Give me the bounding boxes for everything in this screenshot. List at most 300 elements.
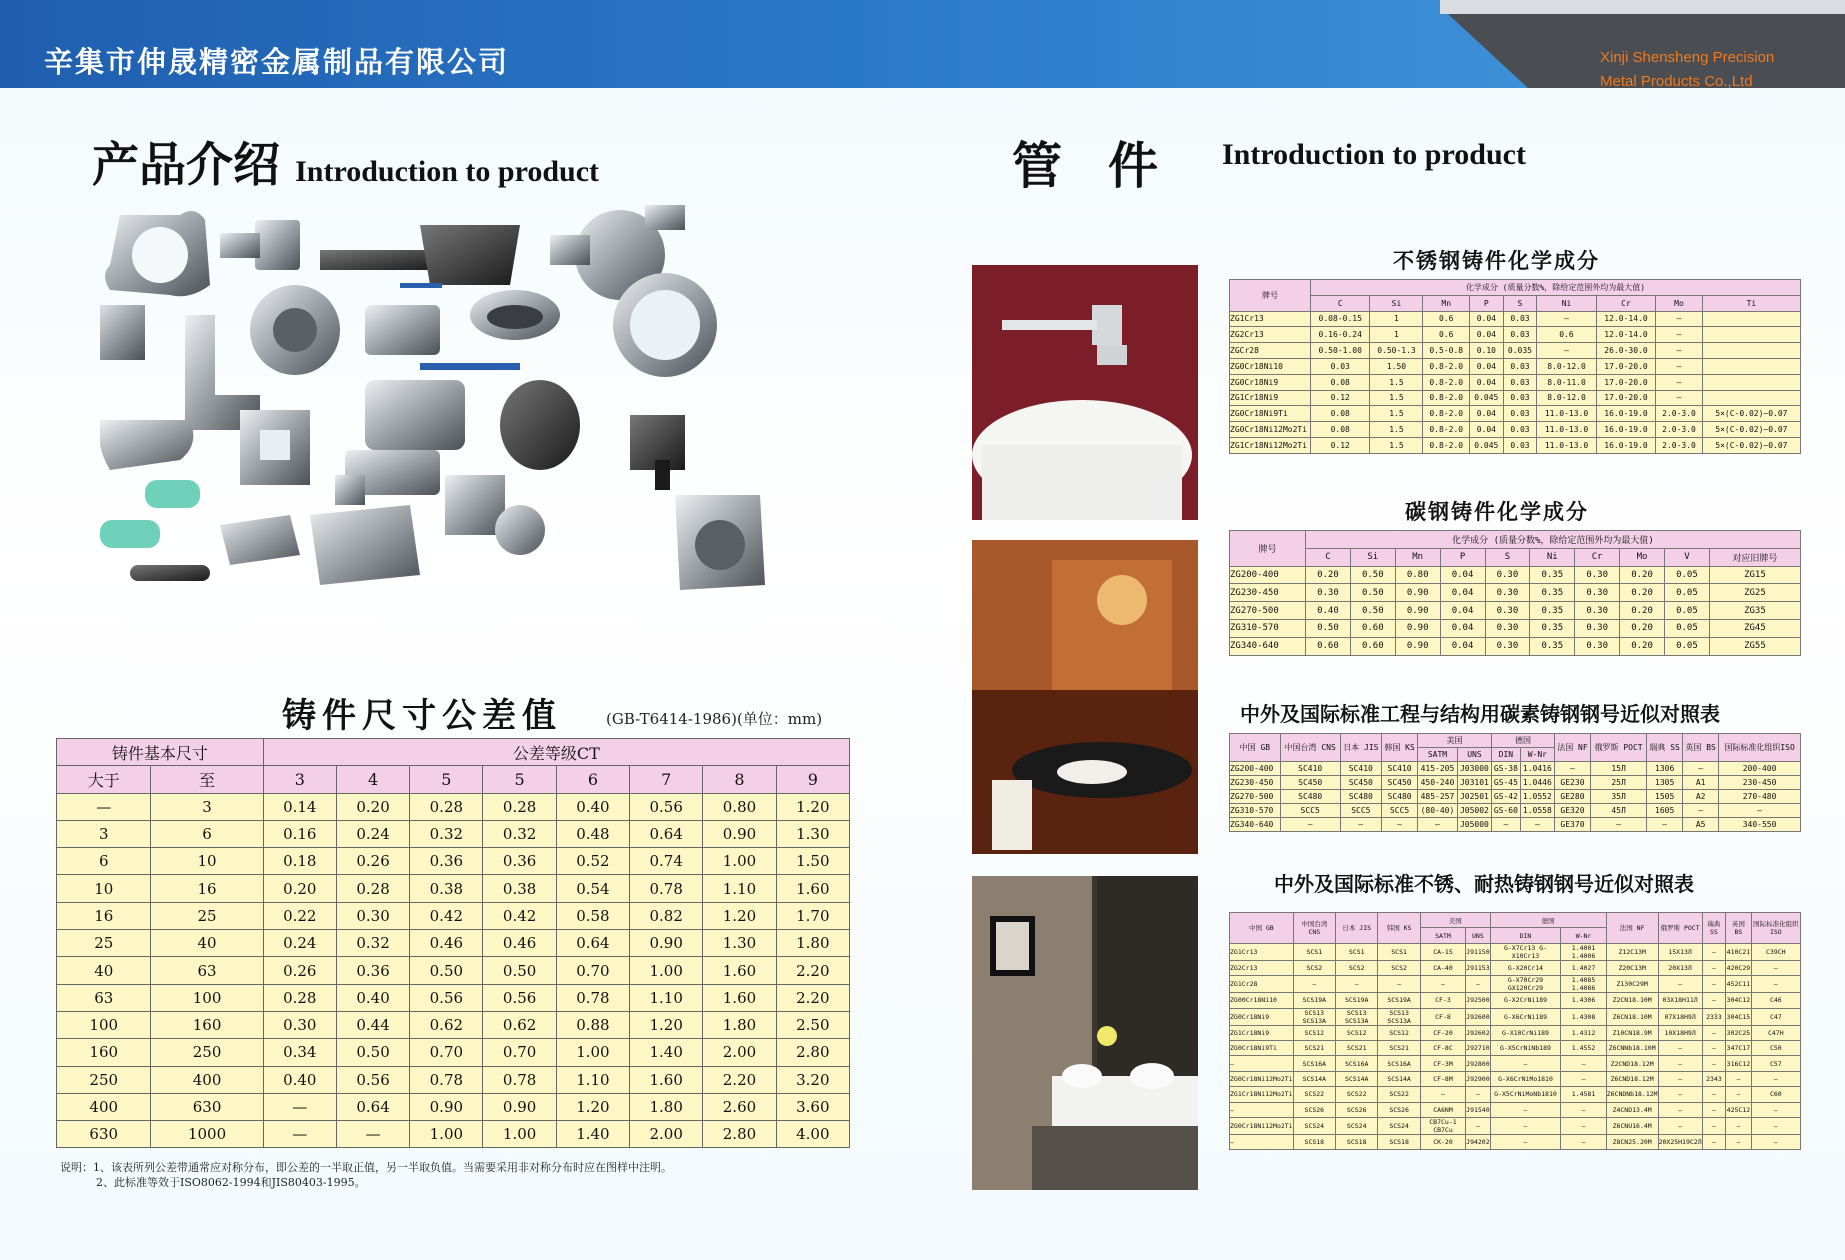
carbon-cell: 0.20 (1620, 619, 1665, 637)
stainless-standards-row-cell: — (1293, 976, 1335, 993)
stainless-standards-row-cell: 304C15 (1726, 1008, 1751, 1025)
stainless-standards-row-cell: — (1702, 1117, 1726, 1134)
carbon-header-row1 (1230, 531, 1801, 549)
stainless-standards-row-cell: SCS24 (1293, 1117, 1335, 1134)
element-header: Ni (1530, 548, 1575, 566)
tolerance-cell: 3 (151, 793, 263, 820)
carbon-standards-row-cell: GE230 (1554, 776, 1590, 790)
tolerance-cell: 0.28 (263, 984, 336, 1011)
tolerance-cell: 1.20 (703, 902, 776, 929)
tolerance-cell: 0.14 (263, 793, 336, 820)
stainless-standards-row-cell: SCS12 (1378, 1025, 1420, 1040)
tolerance-cell: 1.50 (776, 848, 849, 875)
carbon-cell: 0.90 (1395, 602, 1440, 620)
left-heading (92, 128, 599, 195)
stainless-standards-row-cell: — (1230, 1102, 1294, 1117)
stainless-standards-row-cell: SCS16A (1336, 1056, 1378, 1071)
column-subheader: DIN (1490, 928, 1561, 943)
stainless-cell: 0.045 (1470, 437, 1504, 453)
carbon-cell: 0.50 (1350, 602, 1395, 620)
stainless-cell: 0.8-2.0 (1423, 406, 1470, 422)
carbon-standards-row-cell: 340-550 (1719, 818, 1801, 832)
tolerance-cell: 0.58 (556, 902, 629, 929)
stainless-standards-row-cell: — (1658, 1102, 1702, 1117)
stainless-cell: 0.08 (1311, 406, 1370, 422)
stainless-cell: 5×(C-0.02)~0.07 (1702, 422, 1800, 438)
stainless-standards-row-cell: — (1702, 976, 1726, 993)
element-header: P (1470, 295, 1504, 311)
tolerance-cell: 0.36 (410, 848, 483, 875)
carbon-standards-row-cell: A1 (1683, 776, 1719, 790)
stainless-standards-row (1230, 1102, 1801, 1117)
tolerance-cell: 0.90 (483, 1093, 556, 1120)
left-heading-en: Introduction to product (295, 155, 600, 188)
tolerance-cell: 0.80 (703, 793, 776, 820)
carbon-cell: 0.20 (1620, 602, 1665, 620)
tolerance-cell: 1.20 (556, 1093, 629, 1120)
tolerance-cell: 630 (151, 1093, 263, 1120)
carbon-cell: 0.35 (1530, 566, 1575, 584)
stainless-standards-row (1230, 1087, 1801, 1102)
carbon-cell: ZG340-640 (1230, 637, 1306, 655)
column-header: 法国 NF (1554, 734, 1590, 762)
stainless-standards-row-cell: SCS13 SCS13A (1336, 1008, 1378, 1025)
tolerance-cell: 1.40 (630, 1039, 703, 1066)
stainless-cell: 0.08 (1311, 374, 1370, 390)
column-header: 日本 JIS (1336, 913, 1378, 944)
clamp-part (470, 290, 560, 340)
carbon-cell: 0.90 (1395, 584, 1440, 602)
stainless-standards-row-cell: CK-20 (1420, 1134, 1465, 1149)
stainless-standards-title: 中外及国际标准不锈、耐热铸钢钢号近似对照表 (1274, 872, 1694, 896)
stainless-standards-row-cell: Z12C13M (1606, 943, 1658, 960)
carbon-row (1230, 637, 1801, 655)
stainless-standards-row-cell: 347C17 (1726, 1040, 1751, 1055)
tolerance-cell: 2.80 (776, 1039, 849, 1066)
tolerance-cell: 0.26 (336, 848, 409, 875)
carbon-cell: 0.50 (1350, 584, 1395, 602)
carbon-standards-row-cell: GS-45 (1492, 776, 1521, 790)
carbon-standards-row-cell: SCC5 (1280, 804, 1340, 818)
stainless-cell: 0.04 (1470, 311, 1504, 327)
stainless-row (1230, 358, 1801, 374)
stainless-standards-row-cell: G-X6CrNiMo1810 (1490, 1071, 1561, 1086)
tolerance-cell: 2.20 (776, 984, 849, 1011)
stainless-standards-row-cell: 1.4581 (1561, 1087, 1606, 1102)
stainless-standards-row-cell: SCS13 SCS13A (1378, 1008, 1420, 1025)
carbon-standards-row-cell: 15Л (1590, 762, 1646, 776)
tolerance-cell: 0.56 (410, 984, 483, 1011)
stainless-cell: 0.16-0.24 (1311, 327, 1370, 343)
stainless-standards-row-cell: CA-40 (1420, 960, 1465, 975)
stainless-standards-row-cell: 07X18H9Л (1658, 1008, 1702, 1025)
carbon-cell: ZG230-450 (1230, 584, 1306, 602)
stainless-cell: 0.6 (1537, 327, 1596, 343)
stainless-standards-row-cell: C60 (1751, 1087, 1800, 1102)
carbon-standards-row-cell: — (1520, 818, 1554, 832)
black-valve-part (630, 415, 685, 490)
stainless-standards-row-cell: C57 (1751, 1056, 1800, 1071)
banner-light-strip (1440, 0, 1845, 14)
stainless-standards-row-cell: SCS26 (1378, 1102, 1420, 1117)
tolerance-cell: 0.40 (556, 793, 629, 820)
tolerance-cell: 0.20 (336, 793, 409, 820)
stainless-cell: 2.0-3.0 (1656, 406, 1703, 422)
stainless-standards-row-cell: SCS26 (1336, 1102, 1378, 1117)
stainless-standards-row-cell: ZG1Cr18Ni12Mo2Ti (1230, 1087, 1294, 1102)
column-subheader: W-Nr (1520, 748, 1554, 762)
tolerance-cell: 100 (151, 984, 263, 1011)
carbon-standards-row-cell: 230-450 (1719, 776, 1801, 790)
stainless-cell: 0.8-2.0 (1423, 358, 1470, 374)
tolerance-cell: 0.34 (263, 1039, 336, 1066)
stainless-cell: ZG1Cr18Ni9 (1230, 390, 1311, 406)
element-header: Si (1350, 548, 1395, 566)
stainless-cell: 17.0-20.0 (1596, 374, 1655, 390)
tolerance-cell: 40 (57, 957, 151, 984)
reducer-part (220, 220, 300, 270)
carbon-standards-row-cell: — (1340, 818, 1382, 832)
carbon-standards-row-cell: ZG200-400 (1230, 762, 1281, 776)
carbon-cell: 0.30 (1575, 619, 1620, 637)
stainless-standards-row-cell: CF-8 (1420, 1008, 1465, 1025)
carbon-standards-row-cell: SC450 (1340, 776, 1382, 790)
stainless-cell (1702, 390, 1800, 406)
carbon-cell: 0.40 (1306, 602, 1351, 620)
stainless-standards-row-cell: SCS12 (1293, 1025, 1335, 1040)
stainless-standards-row-cell: SCS24 (1378, 1117, 1420, 1134)
carbon-cell: 0.20 (1620, 566, 1665, 584)
carbon-cell: 0.90 (1395, 619, 1440, 637)
stainless-standards-row-cell: 304C12 (1726, 993, 1751, 1008)
tolerance-cell: 3.20 (776, 1066, 849, 1093)
column-header: 韩国 KS (1378, 913, 1420, 944)
tolerance-cell: 16 (57, 902, 151, 929)
stainless-cell: 0.8-2.0 (1423, 390, 1470, 406)
tolerance-header-row2 (57, 766, 850, 793)
carbon-standards-row-cell: 1.0416 (1520, 762, 1554, 776)
tolerance-cell: 2.80 (703, 1121, 776, 1148)
stainless-cell: 1.5 (1370, 390, 1423, 406)
stainless-standards-row-cell: Z6CNNb18.10M (1606, 1040, 1658, 1055)
stainless-cell: 0.03 (1503, 374, 1537, 390)
stainless-cell: 8.0-12.0 (1537, 390, 1596, 406)
tolerance-cell: 1000 (151, 1121, 263, 1148)
tolerance-cell: 0.50 (336, 1039, 409, 1066)
tolerance-row (57, 957, 850, 984)
carbon-standards-row-header (1230, 734, 1801, 748)
carbon-cell: 0.05 (1665, 584, 1710, 602)
tolerance-cell: 40 (151, 930, 263, 957)
carbon-standards-row-cell: SC410 (1382, 762, 1418, 776)
stainless-standards-row-cell: C46 (1751, 993, 1800, 1008)
stainless-standards-row-cell: — (1658, 1040, 1702, 1055)
stainless-cell: 0.035 (1503, 343, 1537, 359)
stainless-cell: 5×(C-0.02)~0.07 (1702, 437, 1800, 453)
column-header: 瑞典 SS (1647, 734, 1683, 762)
carbon-standards-row-cell: SC410 (1280, 762, 1340, 776)
saddle-part (100, 420, 193, 470)
header-banner (0, 0, 1845, 88)
stainless-cell: ZG0Cr18Ni9 (1230, 374, 1311, 390)
carbon-cell: 0.04 (1440, 602, 1485, 620)
stainless-standards-row-cell: SCS12 (1336, 1025, 1378, 1040)
stainless-standards-row-cell: 2343 (1702, 1071, 1726, 1086)
tolerance-cell: 2.00 (703, 1039, 776, 1066)
tolerance-cell: 0.22 (263, 902, 336, 929)
carbon-cell: 0.05 (1665, 602, 1710, 620)
stainless-cell: 0.6 (1423, 311, 1470, 327)
stainless-standards-row-cell: Z8CN25.20M (1606, 1134, 1658, 1149)
stainless-cell: — (1656, 311, 1703, 327)
stainless-standards-row-cell: SCS2 (1336, 960, 1378, 975)
element-header: C (1311, 295, 1370, 311)
carbon-cell: 0.60 (1350, 619, 1395, 637)
bathroom-photo-faucet (972, 265, 1198, 520)
column-header: 英国 BS (1683, 734, 1719, 762)
carbon-cell: ZG200-400 (1230, 566, 1306, 584)
stainless-standards-row-cell: — (1466, 1087, 1490, 1102)
tolerance-cell: 0.90 (703, 820, 776, 847)
tolerance-cell: 1.00 (410, 1121, 483, 1148)
carbon-cell: 0.35 (1530, 584, 1575, 602)
stainless-cell (1702, 327, 1800, 343)
stainless-cell: 1 (1370, 311, 1423, 327)
tolerance-cell: 0.30 (263, 1011, 336, 1038)
bathroom-photo-basins (972, 876, 1198, 1190)
carbon-standards-row-cell: 200-400 (1719, 762, 1801, 776)
stainless-standards-row-cell: — (1658, 1056, 1702, 1071)
stainless-cell: 5×(C-0.02)~0.07 (1702, 406, 1800, 422)
tolerance-cell: 1.70 (776, 902, 849, 929)
tolerance-cell: 1.00 (483, 1121, 556, 1148)
union-part (250, 285, 340, 375)
stainless-standards-row (1230, 1134, 1801, 1149)
tolerance-subtitle: (GB-T6414-1986)(单位：mm) (606, 710, 823, 728)
carbon-cell: 0.60 (1306, 637, 1351, 655)
element-header: 对应旧牌号 (1709, 548, 1800, 566)
element-header: Mn (1395, 548, 1440, 566)
tolerance-cell: 1.00 (630, 957, 703, 984)
stainless-cell: — (1656, 358, 1703, 374)
carbon-standards-row-cell: J03000 (1457, 762, 1491, 776)
tolerance-cell: 0.88 (556, 1011, 629, 1038)
tolerance-cell: 0.70 (483, 1039, 556, 1066)
stainless-cell: 1.5 (1370, 422, 1423, 438)
carbon-standards-row-cell: SCC5 (1340, 804, 1382, 818)
tolerance-cell: 1.60 (776, 875, 849, 902)
stainless-cell: 17.0-20.0 (1596, 390, 1655, 406)
stainless-standards-row-cell: G-X7Cr13 G-X10Cr13 (1490, 943, 1561, 960)
tolerance-cell: 0.46 (410, 930, 483, 957)
stainless-standards-row-cell: SCS1 (1336, 943, 1378, 960)
tolerance-cell: 2.60 (703, 1093, 776, 1120)
carbon-cell: 0.50 (1350, 566, 1395, 584)
stainless-element-row (1230, 295, 1801, 311)
column-subheader: SATM (1418, 748, 1458, 762)
tolerance-cell: 2.20 (776, 957, 849, 984)
carbon-standards-row (1230, 804, 1801, 818)
stainless-standards-row-cell: — (1420, 976, 1465, 993)
tolerance-table (56, 738, 850, 1148)
stainless-standards-row (1230, 1008, 1801, 1025)
element-header: Mn (1423, 295, 1470, 311)
stainless-standards-row-cell: — (1466, 1117, 1490, 1134)
tolerance-row (57, 848, 850, 875)
header-tolerance-grade: 公差等级CT (263, 739, 849, 766)
carbon-standards-row (1230, 790, 1801, 804)
tolerance-cell: 4.00 (776, 1121, 849, 1148)
tolerance-cell: 0.70 (556, 957, 629, 984)
tolerance-cell: 0.74 (630, 848, 703, 875)
column-header: 中国 GB (1230, 913, 1294, 944)
carbon-cell: 0.20 (1306, 566, 1351, 584)
stainless-standards-row-cell: SCS19A (1293, 993, 1335, 1008)
tolerance-cell: 0.70 (410, 1039, 483, 1066)
tolerance-cell: 0.78 (630, 875, 703, 902)
column-header: 国际标准化组织ISO (1751, 913, 1800, 944)
bathroom-photo-vanity (972, 540, 1198, 854)
stainless-standards-row-cell: ZG1Cr13 (1230, 943, 1294, 960)
carbon-standards-row-cell: A2 (1683, 790, 1719, 804)
stainless-standards-row-cell: SCS21 (1378, 1040, 1420, 1055)
grade-cell: 4 (336, 766, 409, 793)
stainless-standards-row-cell: ZG0Cr18Ni12Mo2Ti (1230, 1117, 1294, 1134)
tolerance-row (57, 875, 850, 902)
tolerance-cell: 0.54 (556, 875, 629, 902)
tolerance-cell: 630 (57, 1121, 151, 1148)
column-header: 美国 (1418, 734, 1492, 748)
column-header: 法国 NF (1606, 913, 1658, 944)
carbon-standards-row-cell: (80-40) (1418, 804, 1458, 818)
element-header: Ni (1537, 295, 1596, 311)
stainless-row (1230, 422, 1801, 438)
tolerance-cell: 0.32 (483, 820, 556, 847)
stainless-standards-row-cell: — (1230, 1134, 1294, 1149)
tolerance-cell: 0.38 (410, 875, 483, 902)
stainless-standards-row-cell: Z6CNDNb18.12M (1606, 1087, 1658, 1102)
carbon-standards-row-cell: ZG310-570 (1230, 804, 1281, 818)
stainless-standards-row-cell: J92900 (1466, 1071, 1490, 1086)
carbon-standards-row-cell: 45Л (1590, 804, 1646, 818)
carbon-cell: 0.20 (1620, 584, 1665, 602)
carbon-standards-row-cell: 415-205 (1418, 762, 1458, 776)
element-header: S (1503, 295, 1537, 311)
tolerance-cell: 1.60 (630, 1066, 703, 1093)
tolerance-cell: 1.20 (776, 793, 849, 820)
tolerance-cell: 10 (151, 848, 263, 875)
carbon-element-row (1230, 548, 1801, 566)
hex-nipple-part (100, 305, 145, 360)
stainless-cell: — (1656, 390, 1703, 406)
column-subheader: DIN (1492, 748, 1521, 762)
stainless-standards-row-cell: CA-15 (1420, 943, 1465, 960)
tolerance-cell: 0.44 (336, 1011, 409, 1038)
stainless-standards-row-cell: G-X10CrNi189 (1490, 1025, 1561, 1040)
stainless-standards-row-cell: C39CH (1751, 943, 1800, 960)
stainless-cell: 0.03 (1503, 422, 1537, 438)
tolerance-cell: 250 (57, 1066, 151, 1093)
stainless-standards-row-cell: J92602 (1466, 1025, 1490, 1040)
stainless-standards-row-cell: — (1702, 960, 1726, 975)
stainless-standards-row-cell: SCS19A (1378, 993, 1420, 1008)
stainless-standards-row-cell: — (1378, 976, 1420, 993)
stainless-standards-row-cell: CF-3 (1420, 993, 1465, 1008)
ball-valve-large (365, 363, 520, 450)
carbon-standards-row-cell: J05002 (1457, 804, 1491, 818)
stainless-standards-row-cell: — (1702, 1056, 1726, 1071)
stainless-cell: 0.8-2.0 (1423, 437, 1470, 453)
tolerance-cell: 1.10 (630, 984, 703, 1011)
carbon-standards-row-cell: 35Л (1590, 790, 1646, 804)
tolerance-cell: 1.60 (703, 984, 776, 1011)
tolerance-cell: 1.80 (630, 1093, 703, 1120)
element-header: Cr (1596, 295, 1655, 311)
stainless-standards-row-cell: — (1751, 960, 1800, 975)
carbon-cell: 0.30 (1485, 602, 1530, 620)
tolerance-cell: 1.00 (703, 848, 776, 875)
stainless-standards-row-cell: 03X18H11Л (1658, 993, 1702, 1008)
tolerance-cell: 0.62 (483, 1011, 556, 1038)
carbon-standards-row-cell: GS-38 (1492, 762, 1521, 776)
stainless-cell: 0.03 (1503, 311, 1537, 327)
stainless-standards-row-cell: SCS24 (1336, 1117, 1378, 1134)
header-from: 大于 (57, 766, 151, 793)
stainless-cell: 1.5 (1370, 374, 1423, 390)
tolerance-cell: — (263, 1121, 336, 1148)
stainless-standards-row-cell: SCS1 (1293, 943, 1335, 960)
tolerance-cell: 1.10 (703, 875, 776, 902)
stainless-standards-row-cell: — (1702, 1087, 1726, 1102)
carbon-standards-row-cell: SCC5 (1382, 804, 1418, 818)
carbon-standards-row-cell: ZG340-640 (1230, 818, 1281, 832)
stainless-cell: 0.03 (1503, 327, 1537, 343)
grade-cell: 3 (263, 766, 336, 793)
tolerance-note (60, 1160, 672, 1190)
stainless-standards-row-cell: — (1561, 1056, 1606, 1071)
composition-header: 化学成分 (质量分数%，除给定范围外均为最大值) (1311, 280, 1801, 296)
carbon-cell: 0.30 (1575, 584, 1620, 602)
stainless-standards-row-cell: SCS18 (1378, 1134, 1420, 1149)
header-basic-size: 铸件基本尺寸 (57, 739, 264, 766)
element-header: Ti (1702, 295, 1800, 311)
carbon-standards-row-cell: — (1683, 762, 1719, 776)
tolerance-cell: 1.60 (703, 957, 776, 984)
carbon-row (1230, 602, 1801, 620)
flange-plate-part (105, 211, 210, 296)
carbon-cell: 0.20 (1620, 637, 1665, 655)
carbon-cell: 0.35 (1530, 619, 1575, 637)
carbon-cell: 0.35 (1530, 637, 1575, 655)
stainless-cell: — (1537, 311, 1596, 327)
carbon-cell: ZG25 (1709, 584, 1800, 602)
right-heading-en: Introduction to product (1222, 138, 1526, 171)
stainless-standards-row-cell: — (1702, 993, 1726, 1008)
column-header: 英国 BS (1726, 913, 1751, 944)
stainless-standards-row-cell: SCS22 (1293, 1087, 1335, 1102)
stainless-row (1230, 406, 1801, 422)
tolerance-cell: 0.64 (630, 820, 703, 847)
stainless-standards-row-cell: SCS14A (1293, 1071, 1335, 1086)
stainless-standards-row-cell: 20X25H19C2Л (1658, 1134, 1702, 1149)
tolerance-cell: 0.90 (410, 1093, 483, 1120)
stainless-standards-row-cell: — (1726, 1071, 1751, 1086)
column-header: 德国 (1492, 734, 1555, 748)
stainless-standards-row-cell: 302C25 (1726, 1025, 1751, 1040)
tolerance-cell: 3 (57, 820, 151, 847)
carbon-standards-row (1230, 776, 1801, 790)
stainless-standards-row-cell: G-X2CrNi189 (1490, 993, 1561, 1008)
